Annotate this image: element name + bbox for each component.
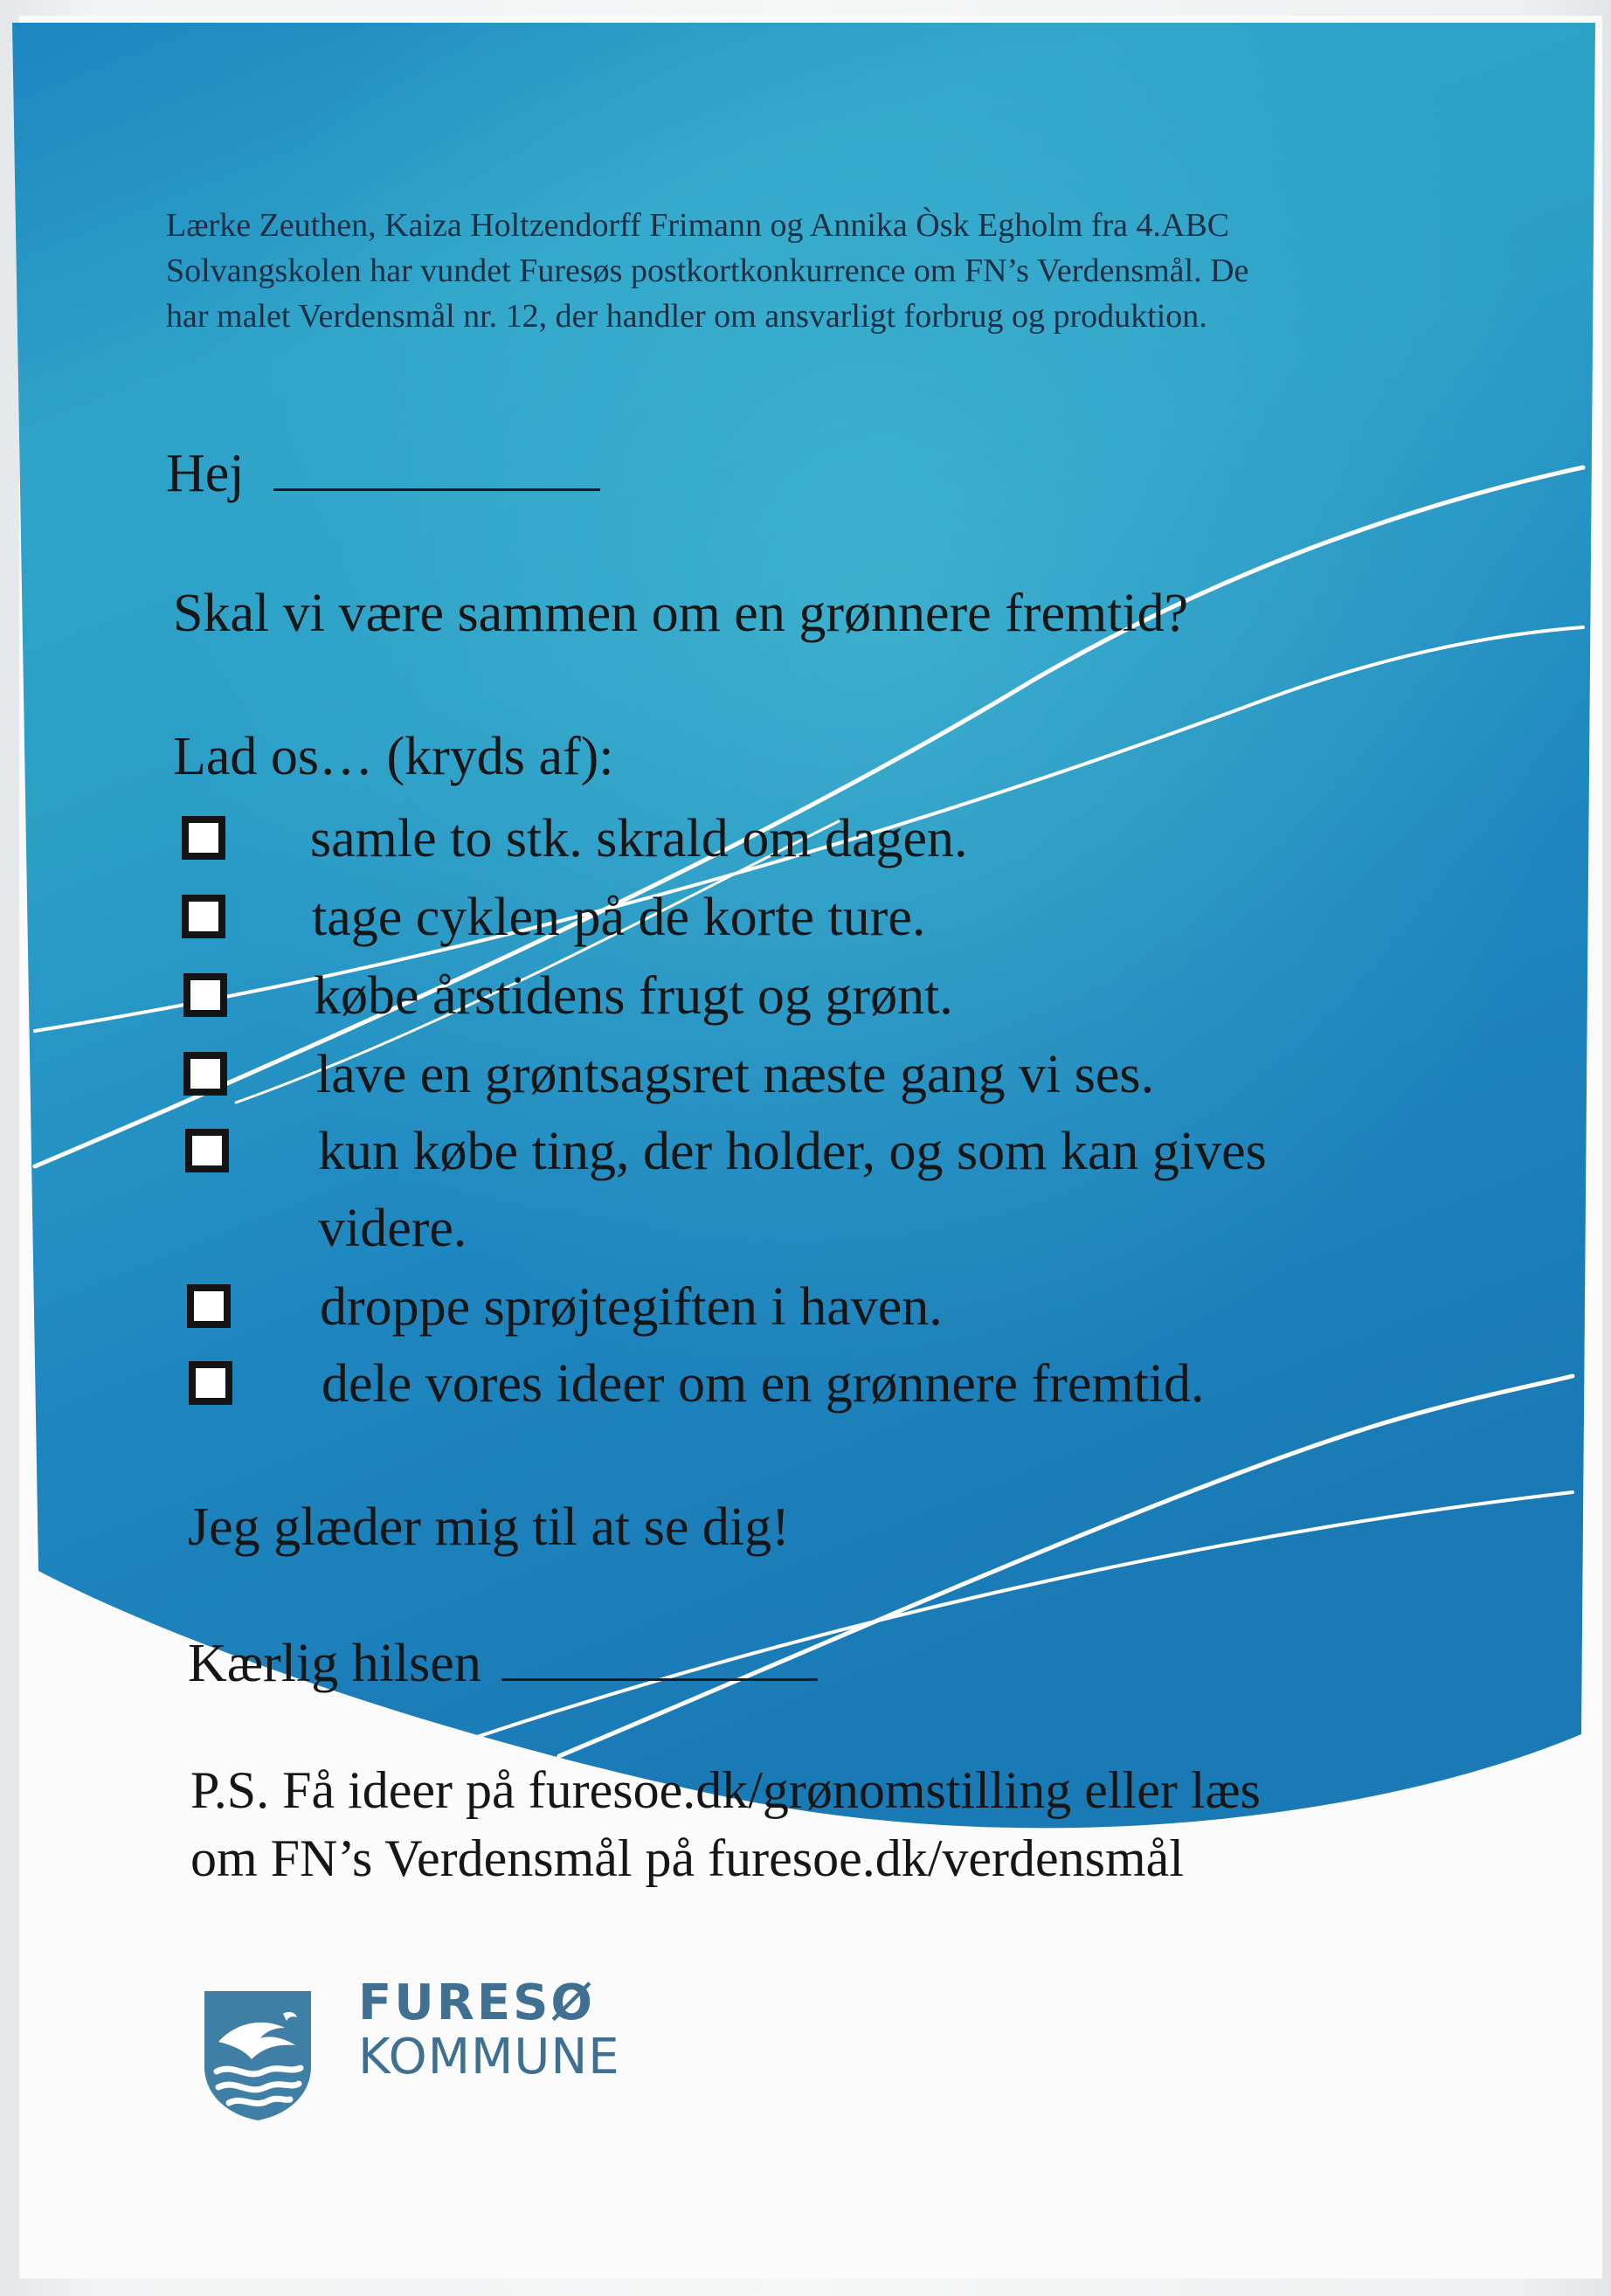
furesoe-coat-of-arms-icon	[201, 1988, 315, 2122]
brand-subtitle: KOMMUNE	[358, 2029, 620, 2085]
brand-wordmark	[358, 1976, 620, 2085]
checkbox[interactable]	[189, 1361, 232, 1405]
sender-name-field[interactable]	[501, 1629, 818, 1681]
intro-line: Solvangskolen har vundet Furesøs postkortkonkurrence om FN’s Verdensmål. De	[166, 252, 1249, 289]
ps-line: P.S. Få ideer på furesoe.dk/grønomstilling eller læs	[190, 1761, 1261, 1819]
ps-note	[190, 1756, 1261, 1892]
checklist-prompt: Lad os… (kryds af):	[173, 727, 614, 786]
closing-line: Jeg glæder mig til at se dig!	[188, 1497, 790, 1557]
checkbox[interactable]	[187, 1284, 231, 1328]
brand-name: FURESØ	[358, 1974, 596, 2031]
intro-line: Lærke Zeuthen, Kaiza Holtzendorff Frimann og Annika Òsk Egholm fra 4.ABC	[166, 207, 1230, 244]
checklist-item-label: tage cyklen på de korte ture.	[312, 888, 926, 947]
greeting-label: Hej	[166, 444, 245, 503]
checkbox[interactable]	[183, 973, 227, 1017]
intro-line: har malet Verdensmål nr. 12, der handler om ansvarligt forbrug og produktion.	[166, 298, 1207, 335]
checklist-item-label: købe årstidens frugt og grønt.	[314, 966, 953, 1026]
signoff	[188, 1629, 818, 1698]
checkbox[interactable]	[185, 1129, 229, 1172]
checkbox[interactable]	[183, 1052, 227, 1096]
checkbox[interactable]	[182, 895, 225, 938]
checklist-item-label-continued: videre.	[318, 1199, 467, 1258]
signoff-label: Kærlig hilsen	[188, 1634, 481, 1693]
checkbox[interactable]	[182, 816, 225, 860]
ps-line: om FN’s Verdensmål på furesoe.dk/verdensmål	[190, 1829, 1184, 1887]
checklist-item-label: samle to stk. skrald om dagen.	[310, 809, 968, 868]
checklist-item-label: lave en grøntsagsret næste gang vi ses.	[316, 1045, 1155, 1104]
checklist-item-label: droppe sprøjtegiften i haven.	[320, 1277, 943, 1337]
question-heading: Skal vi være sammen om en grønnere fremtid?	[173, 584, 1189, 643]
checklist-item-label: kun købe ting, der holder, og som kan gives	[318, 1122, 1267, 1181]
checklist-item-label: dele vores ideer om en grønnere fremtid.	[322, 1354, 1205, 1414]
